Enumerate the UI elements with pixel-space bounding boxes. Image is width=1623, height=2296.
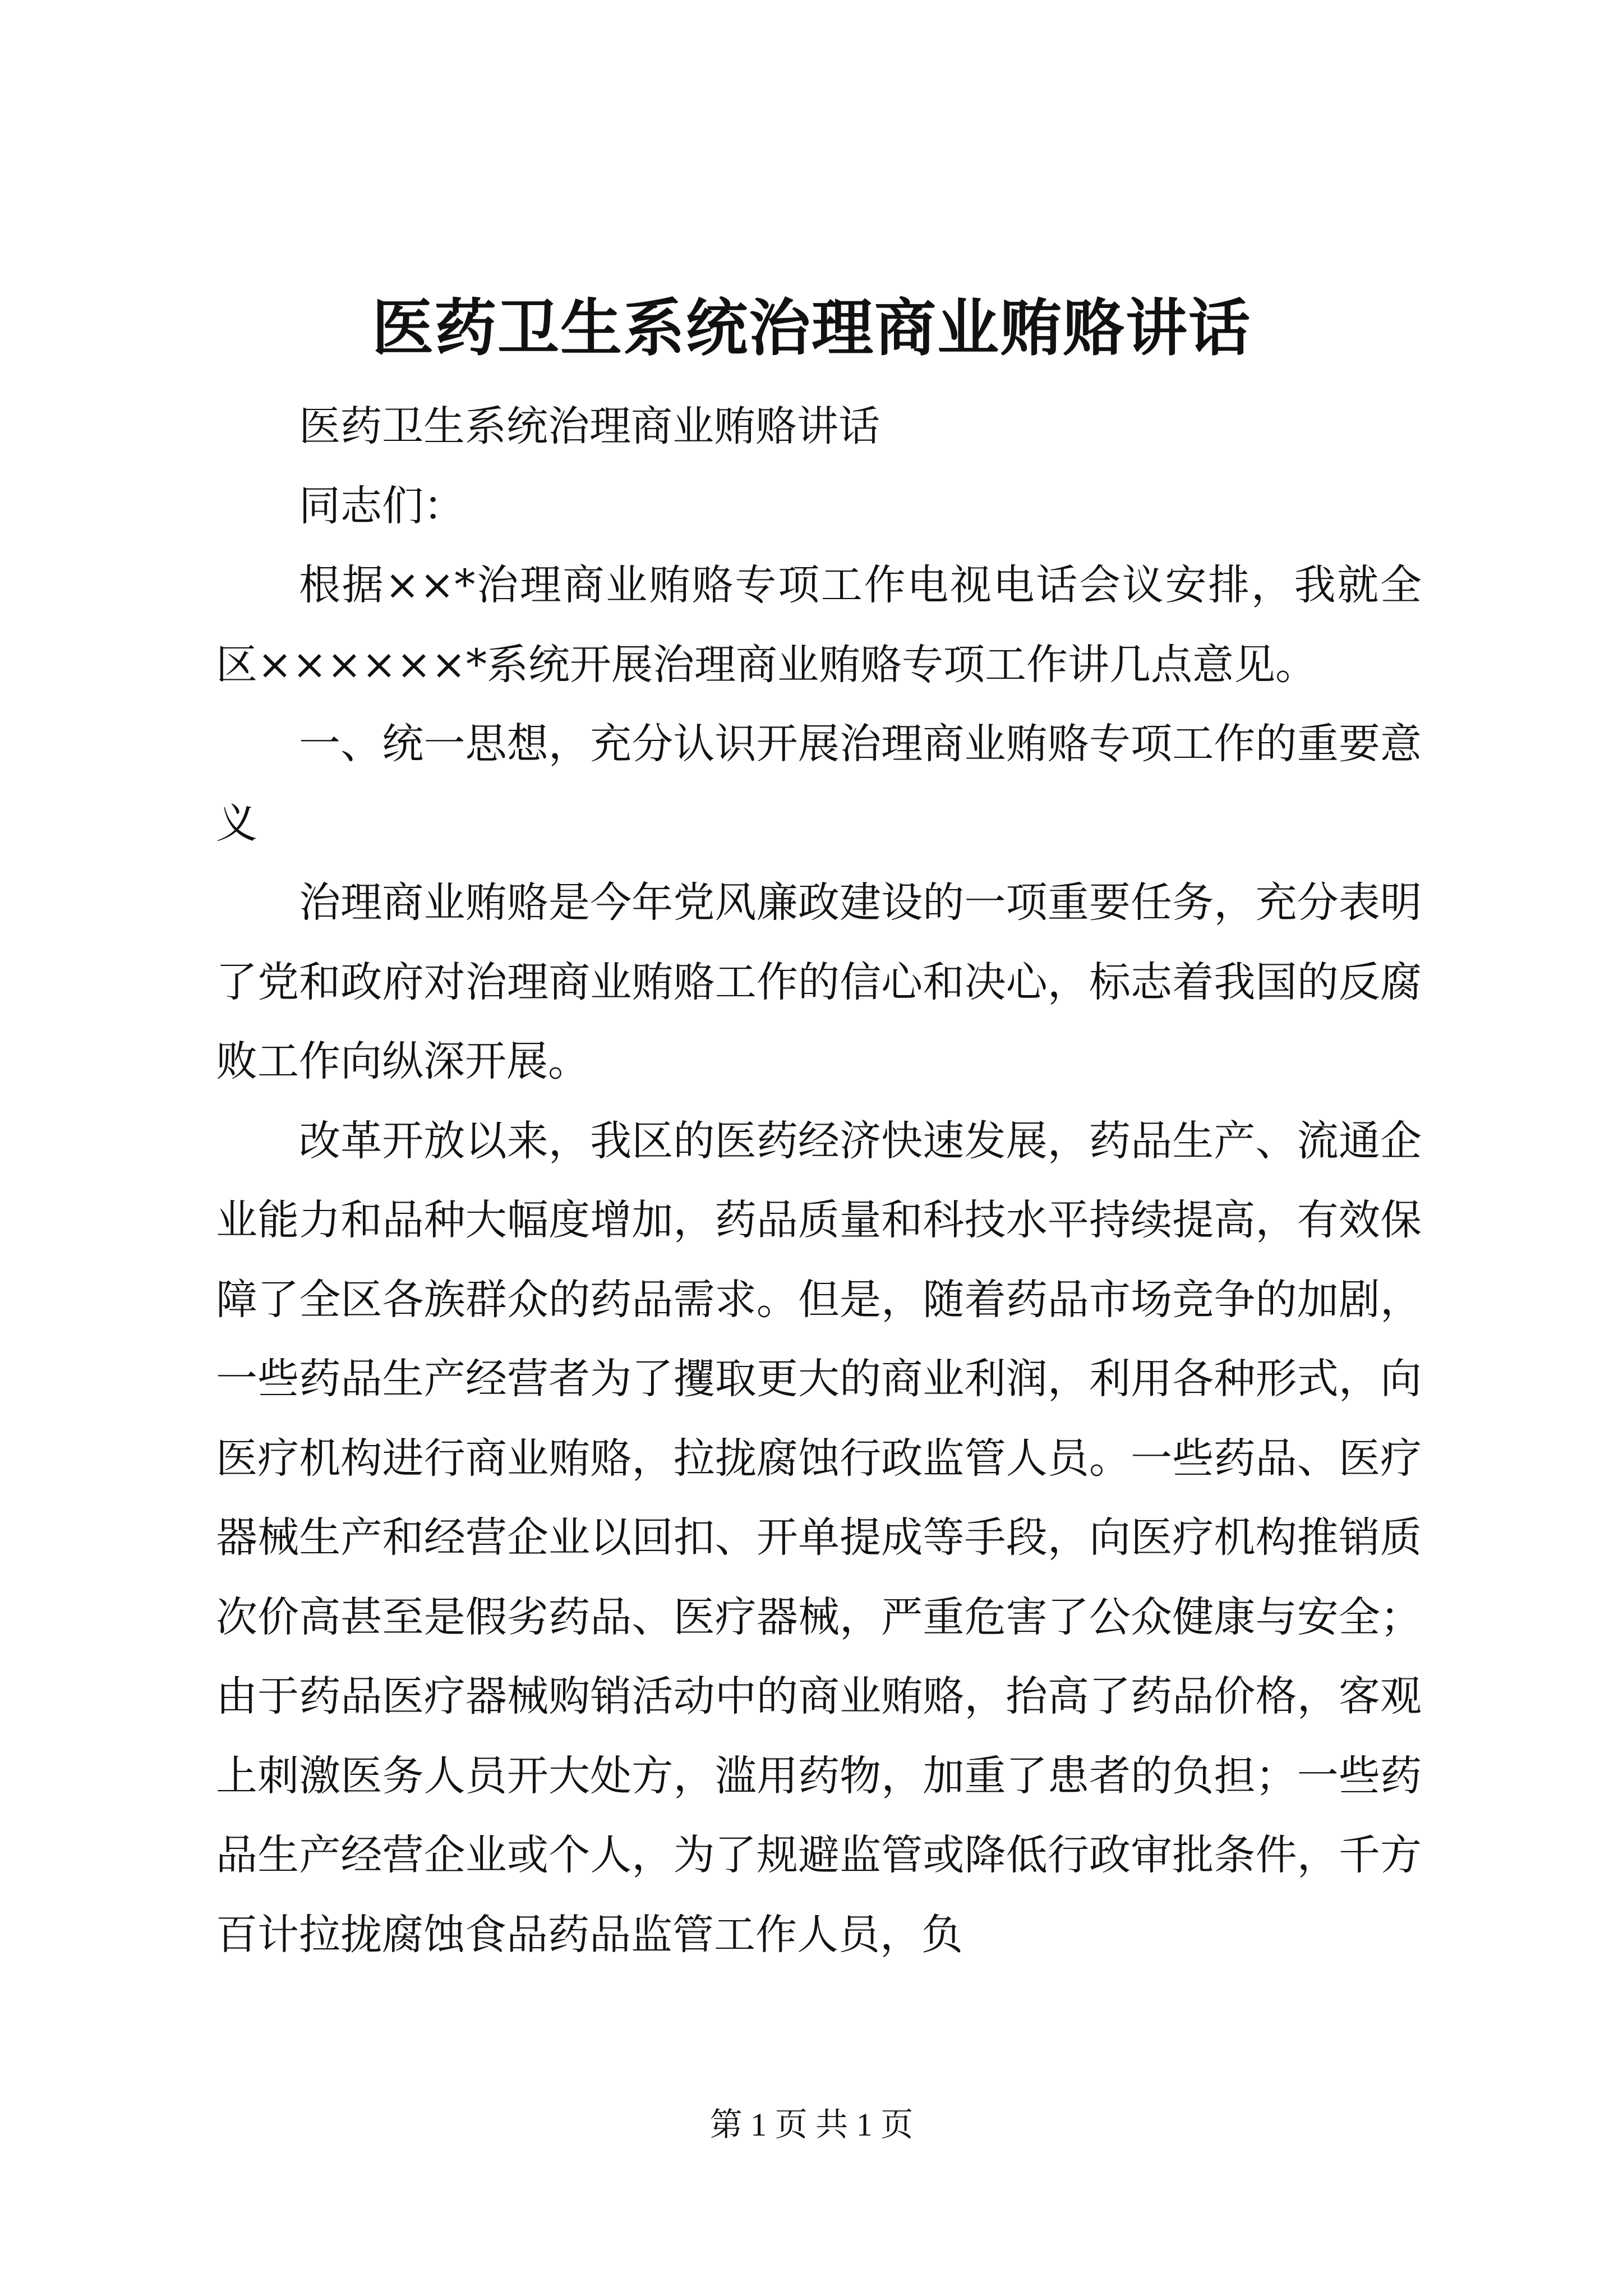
body-paragraph: 治理商业贿赂是今年党风廉政建设的一项重要任务，充分表明了党和政府对治理商业贿赂工作的信心和决心，标志着我国的反腐败工作向纵深开展。 <box>216 878 1422 1085</box>
document-title: 医药卫生系统治理商业贿赂讲话 <box>372 292 1251 364</box>
body-paragraph: 改革开放以来，我区的医药经济快速发展，药品生产、流通企业能力和品种大幅度增加，药品质量和科技水平持续提高，有效保障了全区各族群众的药品需求。但是，随着药品市场竞争的加剧，一些药品生产经营者为了攫取更大的商业利润，利用各种形式，向医疗机构进行商业贿赂，拉拢腐蚀行政监管人员。一些药品、医疗器械生产和经营企业以回扣、开单提成等手段，向医疗机构推销质次价高甚至是假劣药品、医疗器械，严重危害了公众健康与安全；由于药品医疗器械购销活动中的商业贿赂，抬高了药品价格，客观上刺激医务人员开大处方，滥用药物，加重了患者的负担；一些药品生产经营企业或个人，为了规避监管或降低行政审批条件，千方百计拉拢腐蚀食品药品监管工作人员，负 <box>216 1116 1422 1959</box>
subtitle-paragraph: 医药卫生系统治理商业贿赂讲话 <box>299 402 880 450</box>
section-heading-1: 一、统一思想，充分认识开展治理商业贿赂专项工作的重要意义 <box>216 720 1422 848</box>
document-body <box>216 387 1422 1975</box>
intro-paragraph: 根据××*治理商业贿赂专项工作电视电话会议安排，我就全区××××××*系统开展治理商业贿赂专项工作讲几点意见。 <box>216 561 1422 689</box>
page-number-footer: 第 1 页 共 1 页 <box>709 2106 914 2143</box>
salutation-paragraph: 同志们： <box>299 481 465 530</box>
